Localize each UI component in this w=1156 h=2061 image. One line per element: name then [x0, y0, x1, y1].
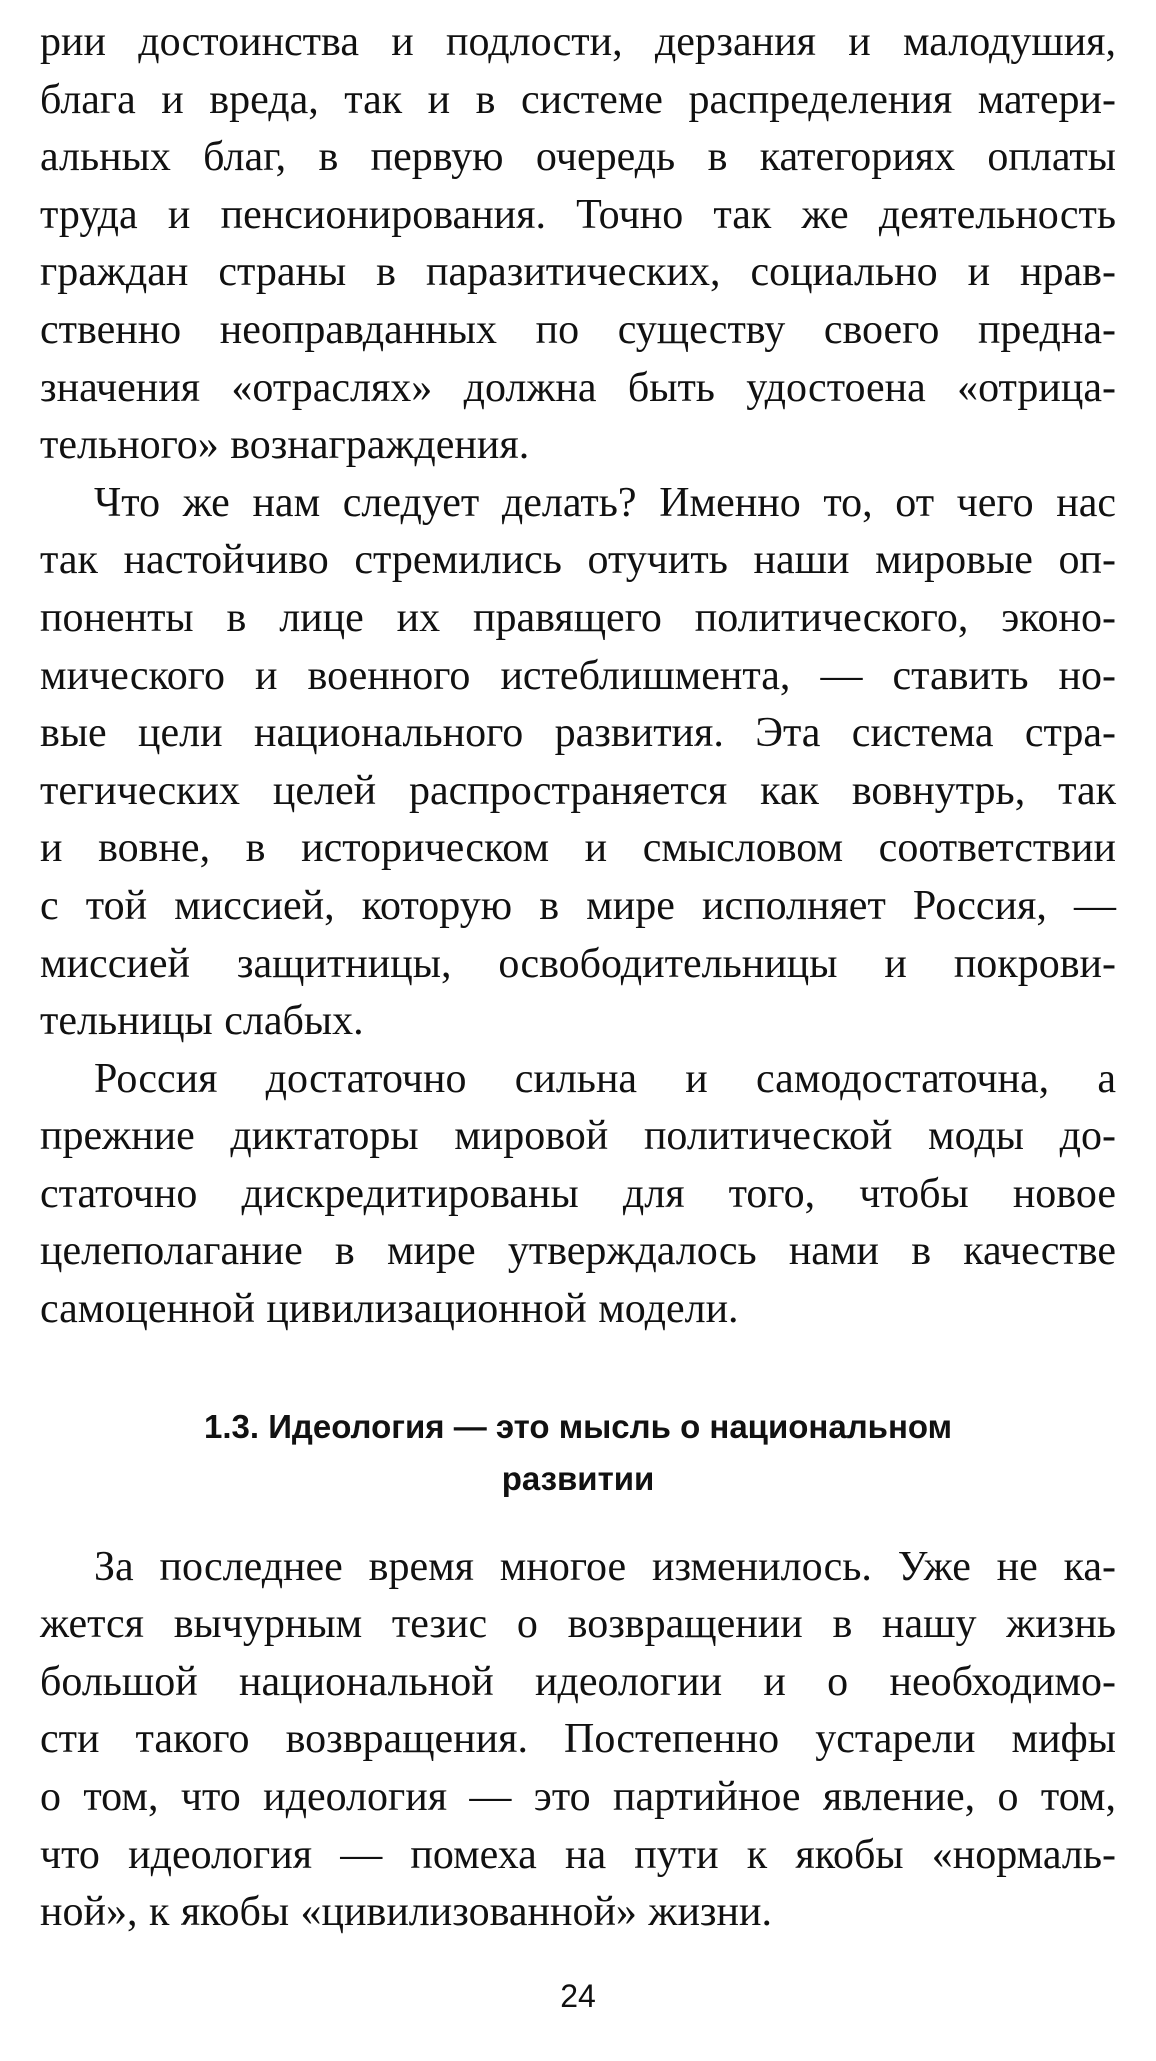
text-line: прежние диктаторы мировой политической моды до-	[40, 1113, 1116, 1160]
text-line: рии достоинства и подлости, дерзания и малодушия,	[40, 19, 1116, 65]
text-line: ственно неоправданных по существу своего предна-	[40, 306, 1116, 353]
text-line: значения «отраслях» должна быть удостоена «отрица-	[40, 364, 1116, 411]
text-line: За последнее время многое изменилось. Уже не ка-	[94, 1543, 1116, 1590]
text-line: о том, что идеология — это партийное явление, о том,	[40, 1774, 1116, 1821]
text-line: большой национальной идеологии и о необходимо-	[40, 1658, 1116, 1705]
text-line: с той миссией, которую в мире исполняет Россия, —	[40, 882, 1116, 929]
text-line: и вовне, в историческом и смысловом соответствии	[40, 825, 1116, 872]
text-line: труда и пенсионирования. Точно так же деятельность	[40, 191, 1116, 238]
text-line: тегических целей распространяется как вовнутрь, так	[40, 767, 1116, 814]
text-line: статочно дискредитированы для того, чтобы новое	[40, 1170, 1116, 1217]
paragraph-4	[40, 1539, 1116, 1942]
text-line: ной», к якобы «цивилизованной» жизни.	[40, 1889, 772, 1936]
text-line: Россия достаточно сильна и самодостаточна, а	[94, 1055, 1116, 1102]
text-line: миссией защитницы, освободительницы и покрови-	[40, 940, 1116, 987]
text-line: поненты в лице их правящего политического, эконо-	[40, 594, 1116, 641]
spacer	[40, 1505, 1116, 1539]
paragraph-3	[40, 1051, 1116, 1339]
text-line: целеполагание в мире утверждалось нами в качестве	[40, 1228, 1116, 1275]
paragraph-2	[40, 475, 1116, 1051]
text-line: граждан страны в паразитических, социально и нрав-	[40, 249, 1116, 296]
book-page	[40, 14, 1116, 1942]
text-line: так настойчиво стремились отучить наши мировые оп-	[40, 537, 1116, 584]
text-line: самоценной цивилизационной модели.	[40, 1286, 739, 1333]
spacer	[40, 1339, 1116, 1401]
text-line: жется вычурным тезис о возвращении в нашу жизнь	[40, 1601, 1116, 1648]
text-line: вые цели национального развития. Эта система стра-	[40, 710, 1116, 757]
text-line: тельного» вознаграждения.	[40, 422, 530, 469]
text-line: что идеология — помеха на пути к якобы «нормаль-	[40, 1831, 1116, 1878]
text-line: альных благ, в первую очередь в категориях оплаты	[40, 134, 1116, 181]
text-line: блага и вреда, так и в системе распределения матери-	[40, 76, 1116, 123]
text-line: Что же нам следует делать? Именно то, от чего нас	[94, 479, 1116, 526]
section-heading-line: развитии	[501, 1459, 655, 1497]
paragraph-1	[40, 14, 1116, 475]
text-line: сти такого возвращения. Постепенно устарели мифы	[40, 1716, 1116, 1763]
page-number: 24	[560, 1978, 596, 2014]
section-heading	[40, 1401, 1116, 1505]
text-line: мического и военного истеблишмента, — ставить но-	[40, 652, 1116, 699]
text-line: тельницы слабых.	[40, 998, 364, 1045]
section-heading-line: 1.3. Идеология — это мысль о национальном	[203, 1407, 953, 1445]
